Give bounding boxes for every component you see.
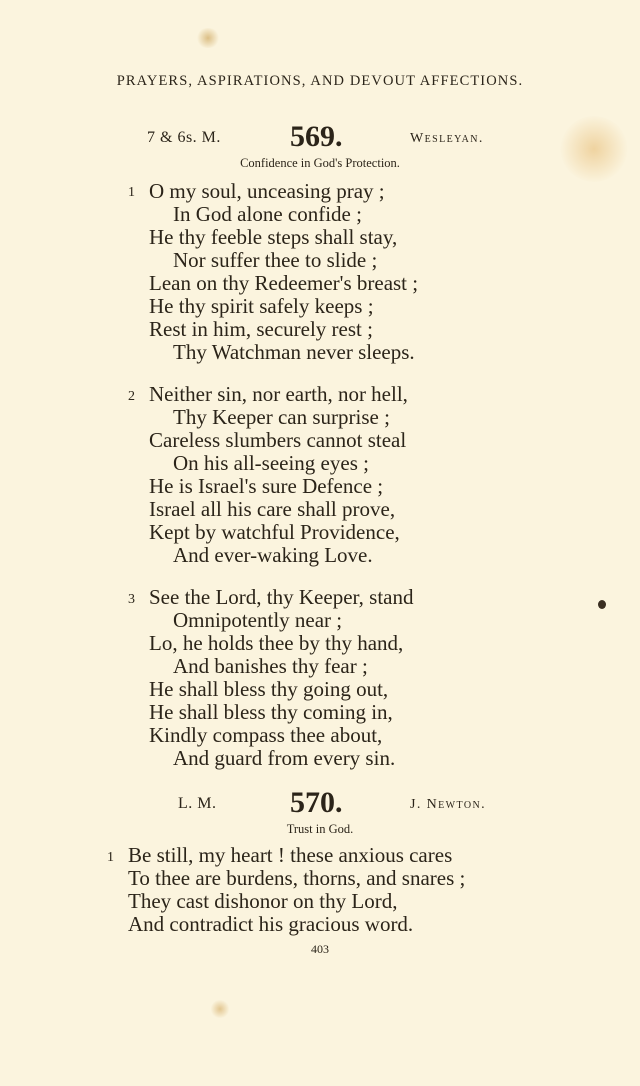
stanza-number: 2 [128,389,135,404]
stanza-number: 1 [107,850,114,865]
hymn-line: Thy Keeper can surprise ; [173,405,390,429]
hymn-number: 570. [290,786,343,819]
hymn-author: J. Newton. [410,797,486,812]
hymn-569-heading [0,120,640,159]
hymn-line: O my soul, unceasing pray ; [149,179,385,203]
hymn-line: Neither sin, nor earth, nor hell, [149,382,408,406]
stanza-number: 1 [128,185,135,200]
hymn-subtitle: Confidence in God's Protection. [240,156,400,170]
hymn-line: Lean on thy Redeemer's breast ; [149,271,419,295]
page-number: 403 [311,942,329,956]
hymn-line: He shall bless thy going out, [149,677,389,701]
hymn-line: On his all-seeing eyes ; [173,451,369,475]
paper-stain [598,600,606,609]
hymn-line: And banishes thy fear ; [173,654,368,678]
hymn-line: Nor suffer thee to slide ; [173,248,378,272]
hymn-line: He thy spirit safely keeps ; [149,294,374,318]
hymn-line: Be still, my heart ! these anxious cares [128,843,453,867]
stanza-number: 3 [128,592,135,607]
hymn-line: They cast dishonor on thy Lord, [128,889,398,913]
hymn-line: Lo, he holds thee by thy hand, [149,631,404,655]
paper-stain [196,28,220,48]
running-header: PRAYERS, ASPIRATIONS, AND DEVOUT AFFECTIONS. [116,73,524,89]
paper-stain [210,1000,230,1018]
hymn-line: Kept by watchful Providence, [149,520,400,544]
hymn-line: Kindly compass thee about, [149,723,383,747]
hymn-line: Thy Watchman never sleeps. [173,340,415,364]
hymn-meter: L. M. [178,795,217,812]
hymn-line: To thee are burdens, thorns, and snares ; [128,866,466,890]
hymn-line: Omnipotently near ; [173,608,343,632]
hymn-line: In God alone confide ; [173,202,362,226]
hymn-line: And contradict his gracious word. [128,912,414,936]
hymn-line: And ever-waking Love. [173,543,373,567]
hymn-line: He is Israel's sure Defence ; [149,474,384,498]
hymn-number: 569. [290,120,343,153]
hymn-meter: 7 & 6s. M. [147,129,221,146]
hymn-line: And guard from every sin. [173,746,396,770]
hymn-subtitle: Trust in God. [286,822,354,836]
hymn-570-heading [0,786,640,825]
hymn-line: He thy feeble steps shall stay, [149,225,398,249]
hymn-author: Wesleyan. [410,131,484,146]
hymn-line: Rest in him, securely rest ; [149,317,373,341]
hymn-line: Careless slumbers cannot steal [149,428,407,452]
hymn-line: See the Lord, thy Keeper, stand [149,585,414,609]
hymn-line: Israel all his care shall prove, [149,497,396,521]
hymn-line: He shall bless thy coming in, [149,700,393,724]
